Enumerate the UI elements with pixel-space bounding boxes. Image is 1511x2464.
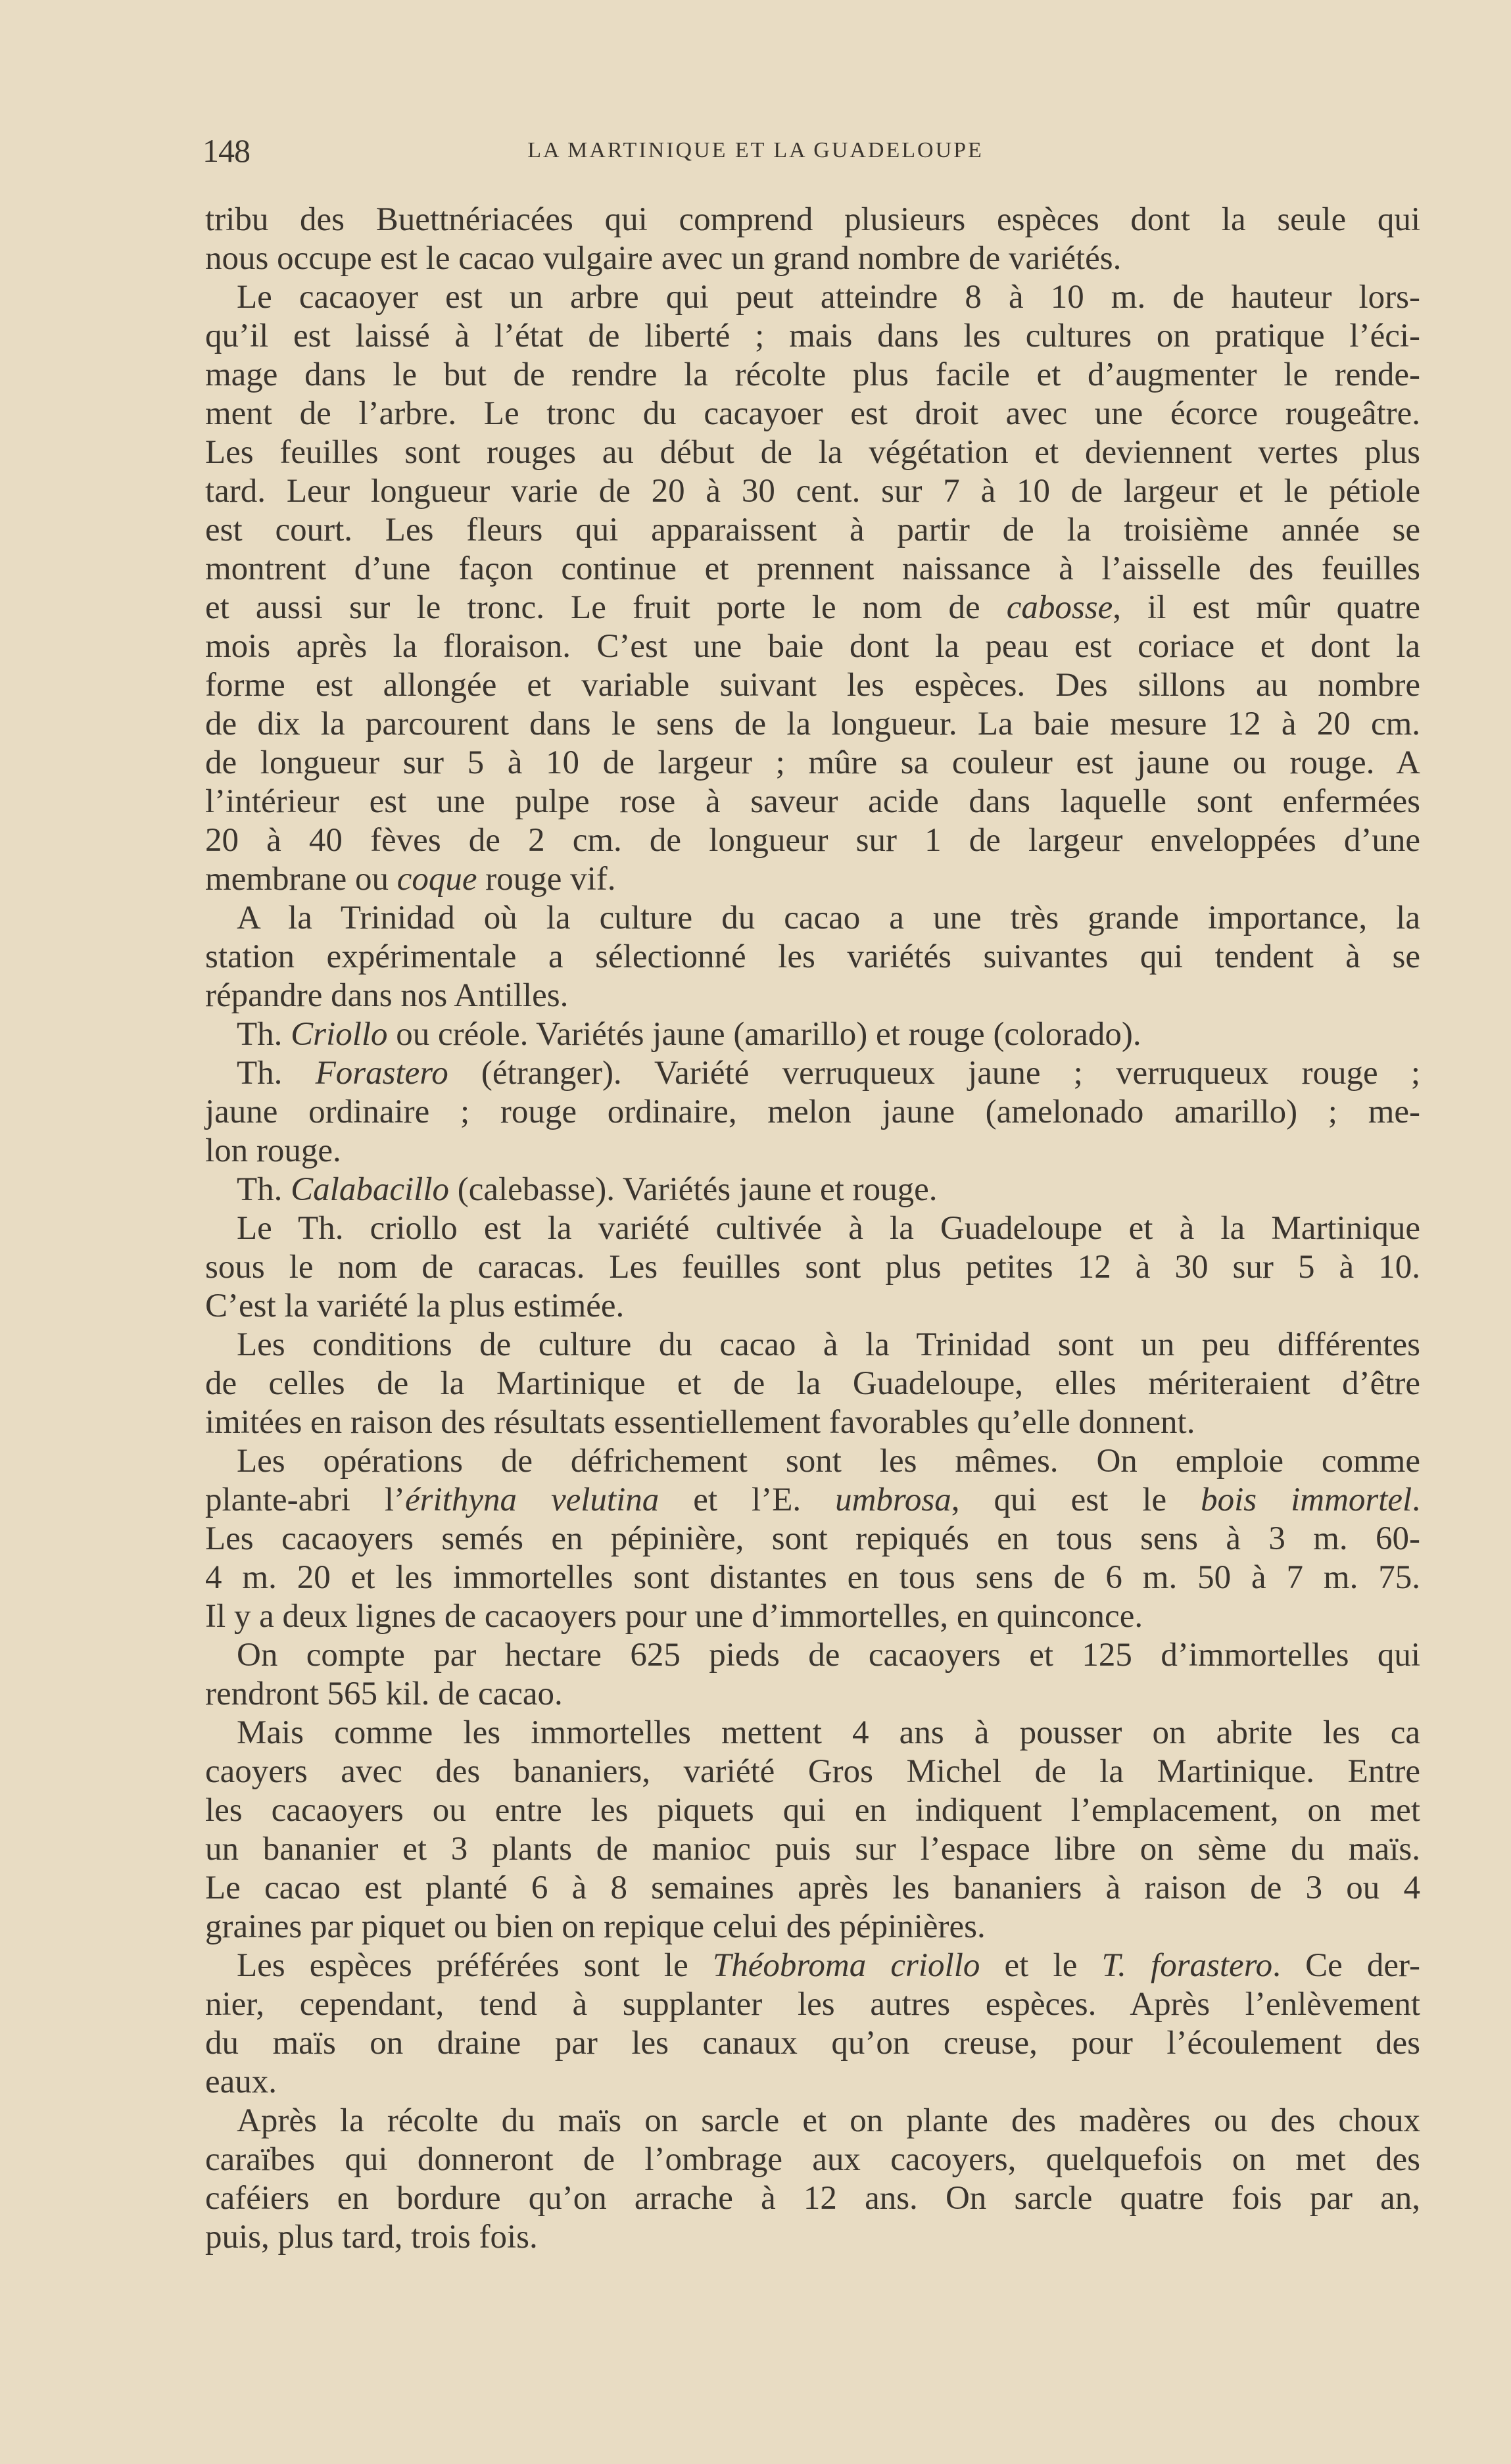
text-run: et l’E. bbox=[659, 1482, 836, 1518]
italic-term: érithyna velutina bbox=[405, 1482, 660, 1518]
italic-term: cabosse bbox=[1006, 589, 1113, 626]
text-line bbox=[205, 2063, 1420, 2102]
page-number: 148 bbox=[203, 132, 250, 169]
text-run: tribu des Buettnériacées qui comprend plusieurs espèces dont la seule qui bbox=[205, 201, 1420, 238]
text-run: l’intérieur est une pulpe rose à saveur acide dans laquelle sont enfermées bbox=[205, 783, 1420, 820]
text-line bbox=[205, 783, 1420, 821]
text-line bbox=[205, 589, 1420, 627]
text-line bbox=[237, 1171, 1420, 1209]
text-line bbox=[237, 1015, 1420, 1054]
text-run: Il y a deux lignes de cacaoyers pour une d’immortelles, en quinconce. bbox=[205, 1598, 1143, 1635]
running-title: LA MARTINIQUE ET LA GUADELOUPE bbox=[527, 138, 984, 162]
text-run: caraïbes qui donneront de l’ombrage aux cacoyers, quelquefois on met des bbox=[205, 2141, 1420, 2178]
text-run: , il est mûr quatre bbox=[1113, 589, 1420, 626]
text-run: nous occupe est le cacao vulgaire avec un grand nombre de variétés. bbox=[205, 240, 1122, 277]
text-run: C’est la variété la plus estimée. bbox=[205, 1288, 625, 1324]
text-run: rouge vif. bbox=[477, 861, 616, 898]
text-run: est court. Les fleurs qui apparaissent à partir de la troisième année se bbox=[205, 512, 1420, 548]
italic-term: umbrosa bbox=[835, 1482, 951, 1518]
text-run: Les opérations de défrichement sont les mêmes. On emploie comme bbox=[237, 1443, 1420, 1480]
text-line bbox=[205, 1791, 1420, 1830]
text-run: un bananier et 3 plants de manioc puis sur l’espace libre on sème du maïs. bbox=[205, 1831, 1420, 1868]
text-run: Les cacaoyers semés en pépinière, sont repiqués en tous sens à 3 m. 60- bbox=[205, 1520, 1420, 1557]
text-line bbox=[205, 1248, 1420, 1287]
text-run: du maïs on draine par les canaux qu’on creuse, pour l’écoulement des bbox=[205, 2025, 1420, 2062]
text-run: Les conditions de culture du cacao à la Trinidad sont un peu différentes bbox=[237, 1326, 1420, 1363]
text-run: station expérimentale a sélectionné les variétés suivantes qui tendent à se bbox=[205, 938, 1420, 975]
text-line bbox=[205, 1365, 1420, 1403]
text-run: Th. bbox=[237, 1016, 291, 1053]
text-line bbox=[237, 1442, 1420, 1481]
italic-term: bois immortel bbox=[1201, 1482, 1412, 1518]
text-line bbox=[237, 1636, 1420, 1675]
text-line bbox=[205, 705, 1420, 744]
text-run: Th. bbox=[237, 1171, 291, 1208]
text-run: rendront 565 kil. de cacao. bbox=[205, 1676, 563, 1712]
text-run: les cacaoyers ou entre les piquets qui en indiquent l’emplacement, on met bbox=[205, 1792, 1420, 1829]
text-line bbox=[205, 433, 1420, 472]
text-line bbox=[237, 1209, 1420, 1248]
text-line bbox=[205, 356, 1420, 395]
text-line bbox=[205, 1830, 1420, 1869]
text-line bbox=[205, 627, 1420, 666]
text-run: graines par piquet ou bien on repique celui des pépinières. bbox=[205, 1908, 986, 1945]
text-run: puis, plus tard, trois fois. bbox=[205, 2219, 538, 2256]
text-run: Le Th. criollo est la variété cultivée à la Guadeloupe et à la Martinique bbox=[237, 1210, 1420, 1247]
text-run: Le cacaoyer est un arbre qui peut atteindre 8 à 10 m. de hauteur lors- bbox=[237, 279, 1420, 316]
text-line bbox=[237, 2102, 1420, 2140]
text-line bbox=[205, 938, 1420, 977]
text-run: de longueur sur 5 à 10 de largeur ; mûre sa couleur est jaune ou rouge. A bbox=[205, 744, 1420, 781]
text-line bbox=[205, 1985, 1420, 2024]
text-line bbox=[205, 977, 1420, 1015]
text-line bbox=[205, 860, 1420, 899]
text-line bbox=[205, 1520, 1420, 1558]
italic-term: coque bbox=[396, 861, 477, 898]
text-run: ou créole. Variétés jaune (amarillo) et rouge (colorado). bbox=[387, 1016, 1141, 1053]
text-run: eaux. bbox=[205, 2064, 277, 2100]
text-line bbox=[205, 1752, 1420, 1791]
text-run: qu’il est laissé à l’état de liberté ; mais dans les cultures on pratique l’éci- bbox=[205, 318, 1420, 354]
text-line bbox=[205, 1675, 1420, 1714]
text-line bbox=[237, 899, 1420, 938]
text-run: 4 m. 20 et les immortelles sont distantes en tous sens de 6 m. 50 à 7 m. 75. bbox=[205, 1559, 1420, 1596]
text-run: tard. Leur longueur varie de 20 à 30 cent. sur 7 à 10 de largeur et le pétiole bbox=[205, 473, 1420, 510]
text-run: répandre dans nos Antilles. bbox=[205, 977, 569, 1014]
text-line bbox=[205, 1403, 1420, 1442]
text-line bbox=[205, 1908, 1420, 1946]
text-run: (calebasse). Variétés jaune et rouge. bbox=[449, 1171, 938, 1208]
text-run: et le bbox=[980, 1947, 1102, 1984]
text-run: . Ce der- bbox=[1272, 1947, 1420, 1984]
text-line bbox=[205, 511, 1420, 550]
text-run: Th. bbox=[237, 1055, 316, 1092]
text-run: membrane ou bbox=[205, 861, 397, 898]
text-run: mois après la floraison. C’est une baie dont la peau est coriace et dont la bbox=[205, 628, 1420, 665]
text-line bbox=[205, 2179, 1420, 2218]
text-line bbox=[205, 1132, 1420, 1171]
text-line bbox=[237, 1946, 1420, 1985]
text-run: plante-abri l’ bbox=[205, 1482, 406, 1518]
text-line bbox=[205, 317, 1420, 356]
text-run: caféiers en bordure qu’on arrache à 12 ans. On sarcle quatre fois par an, bbox=[205, 2180, 1420, 2217]
text-line bbox=[205, 2140, 1420, 2179]
text-run: lon rouge. bbox=[205, 1132, 341, 1169]
text-line bbox=[205, 1481, 1420, 1520]
text-run: de dix la parcourent dans le sens de la longueur. La baie mesure 12 à 20 cm. bbox=[205, 706, 1420, 742]
text-run: jaune ordinaire ; rouge ordinaire, melon jaune (amelonado amarillo) ; me- bbox=[205, 1094, 1420, 1130]
italic-term: T. forastero bbox=[1101, 1947, 1273, 1984]
text-run: , qui est le bbox=[951, 1482, 1201, 1518]
text-run: Après la récolte du maïs on sarcle et on plante des madères ou des choux bbox=[237, 2102, 1420, 2139]
text-run: . bbox=[1412, 1482, 1420, 1518]
text-line bbox=[237, 278, 1420, 317]
text-run: Les feuilles sont rouges au début de la végétation et deviennent vertes plus bbox=[205, 434, 1420, 471]
text-line bbox=[205, 666, 1420, 705]
text-line bbox=[205, 744, 1420, 783]
text-run: A la Trinidad où la culture du cacao a une très grande importance, la bbox=[237, 900, 1420, 936]
italic-term: Théobroma criollo bbox=[712, 1947, 980, 1984]
text-run: forme est allongée et variable suivant les espèces. Des sillons au nombre bbox=[205, 667, 1420, 704]
text-run: Mais comme les immortelles mettent 4 ans à pousser on abrite les ca bbox=[237, 1714, 1420, 1751]
text-line bbox=[205, 239, 1420, 278]
text-run: (étranger). Variété verruqueux jaune ; verruqueux rouge ; bbox=[448, 1055, 1420, 1092]
text-run: de celles de la Martinique et de la Guadeloupe, elles mériteraient d’être bbox=[205, 1365, 1420, 1402]
text-line bbox=[205, 2218, 1420, 2257]
text-line bbox=[205, 395, 1420, 433]
text-run: imitées en raison des résultats essentiellement favorables qu’elle donnent. bbox=[205, 1404, 1195, 1441]
text-run: mage dans le but de rendre la récolte plus facile et d’augmenter le rende- bbox=[205, 356, 1420, 393]
text-line bbox=[205, 2024, 1420, 2063]
text-run: 20 à 40 fèves de 2 cm. de longueur sur 1 de largeur enveloppées d’une bbox=[205, 822, 1420, 859]
text-run: Le cacao est planté 6 à 8 semaines après les bananiers à raison de 3 ou 4 bbox=[205, 1870, 1420, 1906]
text-run: nier, cependant, tend à supplanter les autres espèces. Après l’enlèvement bbox=[205, 1986, 1420, 2023]
text-line bbox=[205, 1869, 1420, 1908]
text-run: ment de l’arbre. Le tronc du cacayoer est droit avec une écorce rougeâtre. bbox=[205, 395, 1420, 432]
text-line bbox=[237, 1054, 1420, 1093]
text-line bbox=[205, 201, 1420, 239]
text-run: et aussi sur le tronc. Le fruit porte le nom de bbox=[205, 589, 1007, 626]
text-line bbox=[205, 472, 1420, 511]
text-run: caoyers avec des bananiers, variété Gros Michel de la Martinique. Entre bbox=[205, 1753, 1420, 1790]
text-line bbox=[205, 1597, 1420, 1636]
text-line bbox=[237, 1326, 1420, 1365]
text-line bbox=[205, 1287, 1420, 1326]
text-run: On compte par hectare 625 pieds de cacaoyers et 125 d’immortelles qui bbox=[237, 1637, 1420, 1674]
text-line bbox=[205, 1093, 1420, 1132]
italic-term: Calabacillo bbox=[291, 1171, 449, 1208]
text-line bbox=[205, 1558, 1420, 1597]
text-line bbox=[205, 550, 1420, 589]
italic-term: Forastero bbox=[315, 1055, 448, 1092]
text-run: sous le nom de caracas. Les feuilles sont plus petites 12 à 30 sur 5 à 10. bbox=[205, 1249, 1420, 1286]
text-line bbox=[237, 1714, 1420, 1752]
text-run: Les espèces préférées sont le bbox=[237, 1947, 713, 1984]
italic-term: Criollo bbox=[291, 1016, 388, 1053]
text-run: montrent d’une façon continue et prennent naissance à l’aisselle des feuilles bbox=[205, 550, 1420, 587]
text-line bbox=[205, 821, 1420, 860]
